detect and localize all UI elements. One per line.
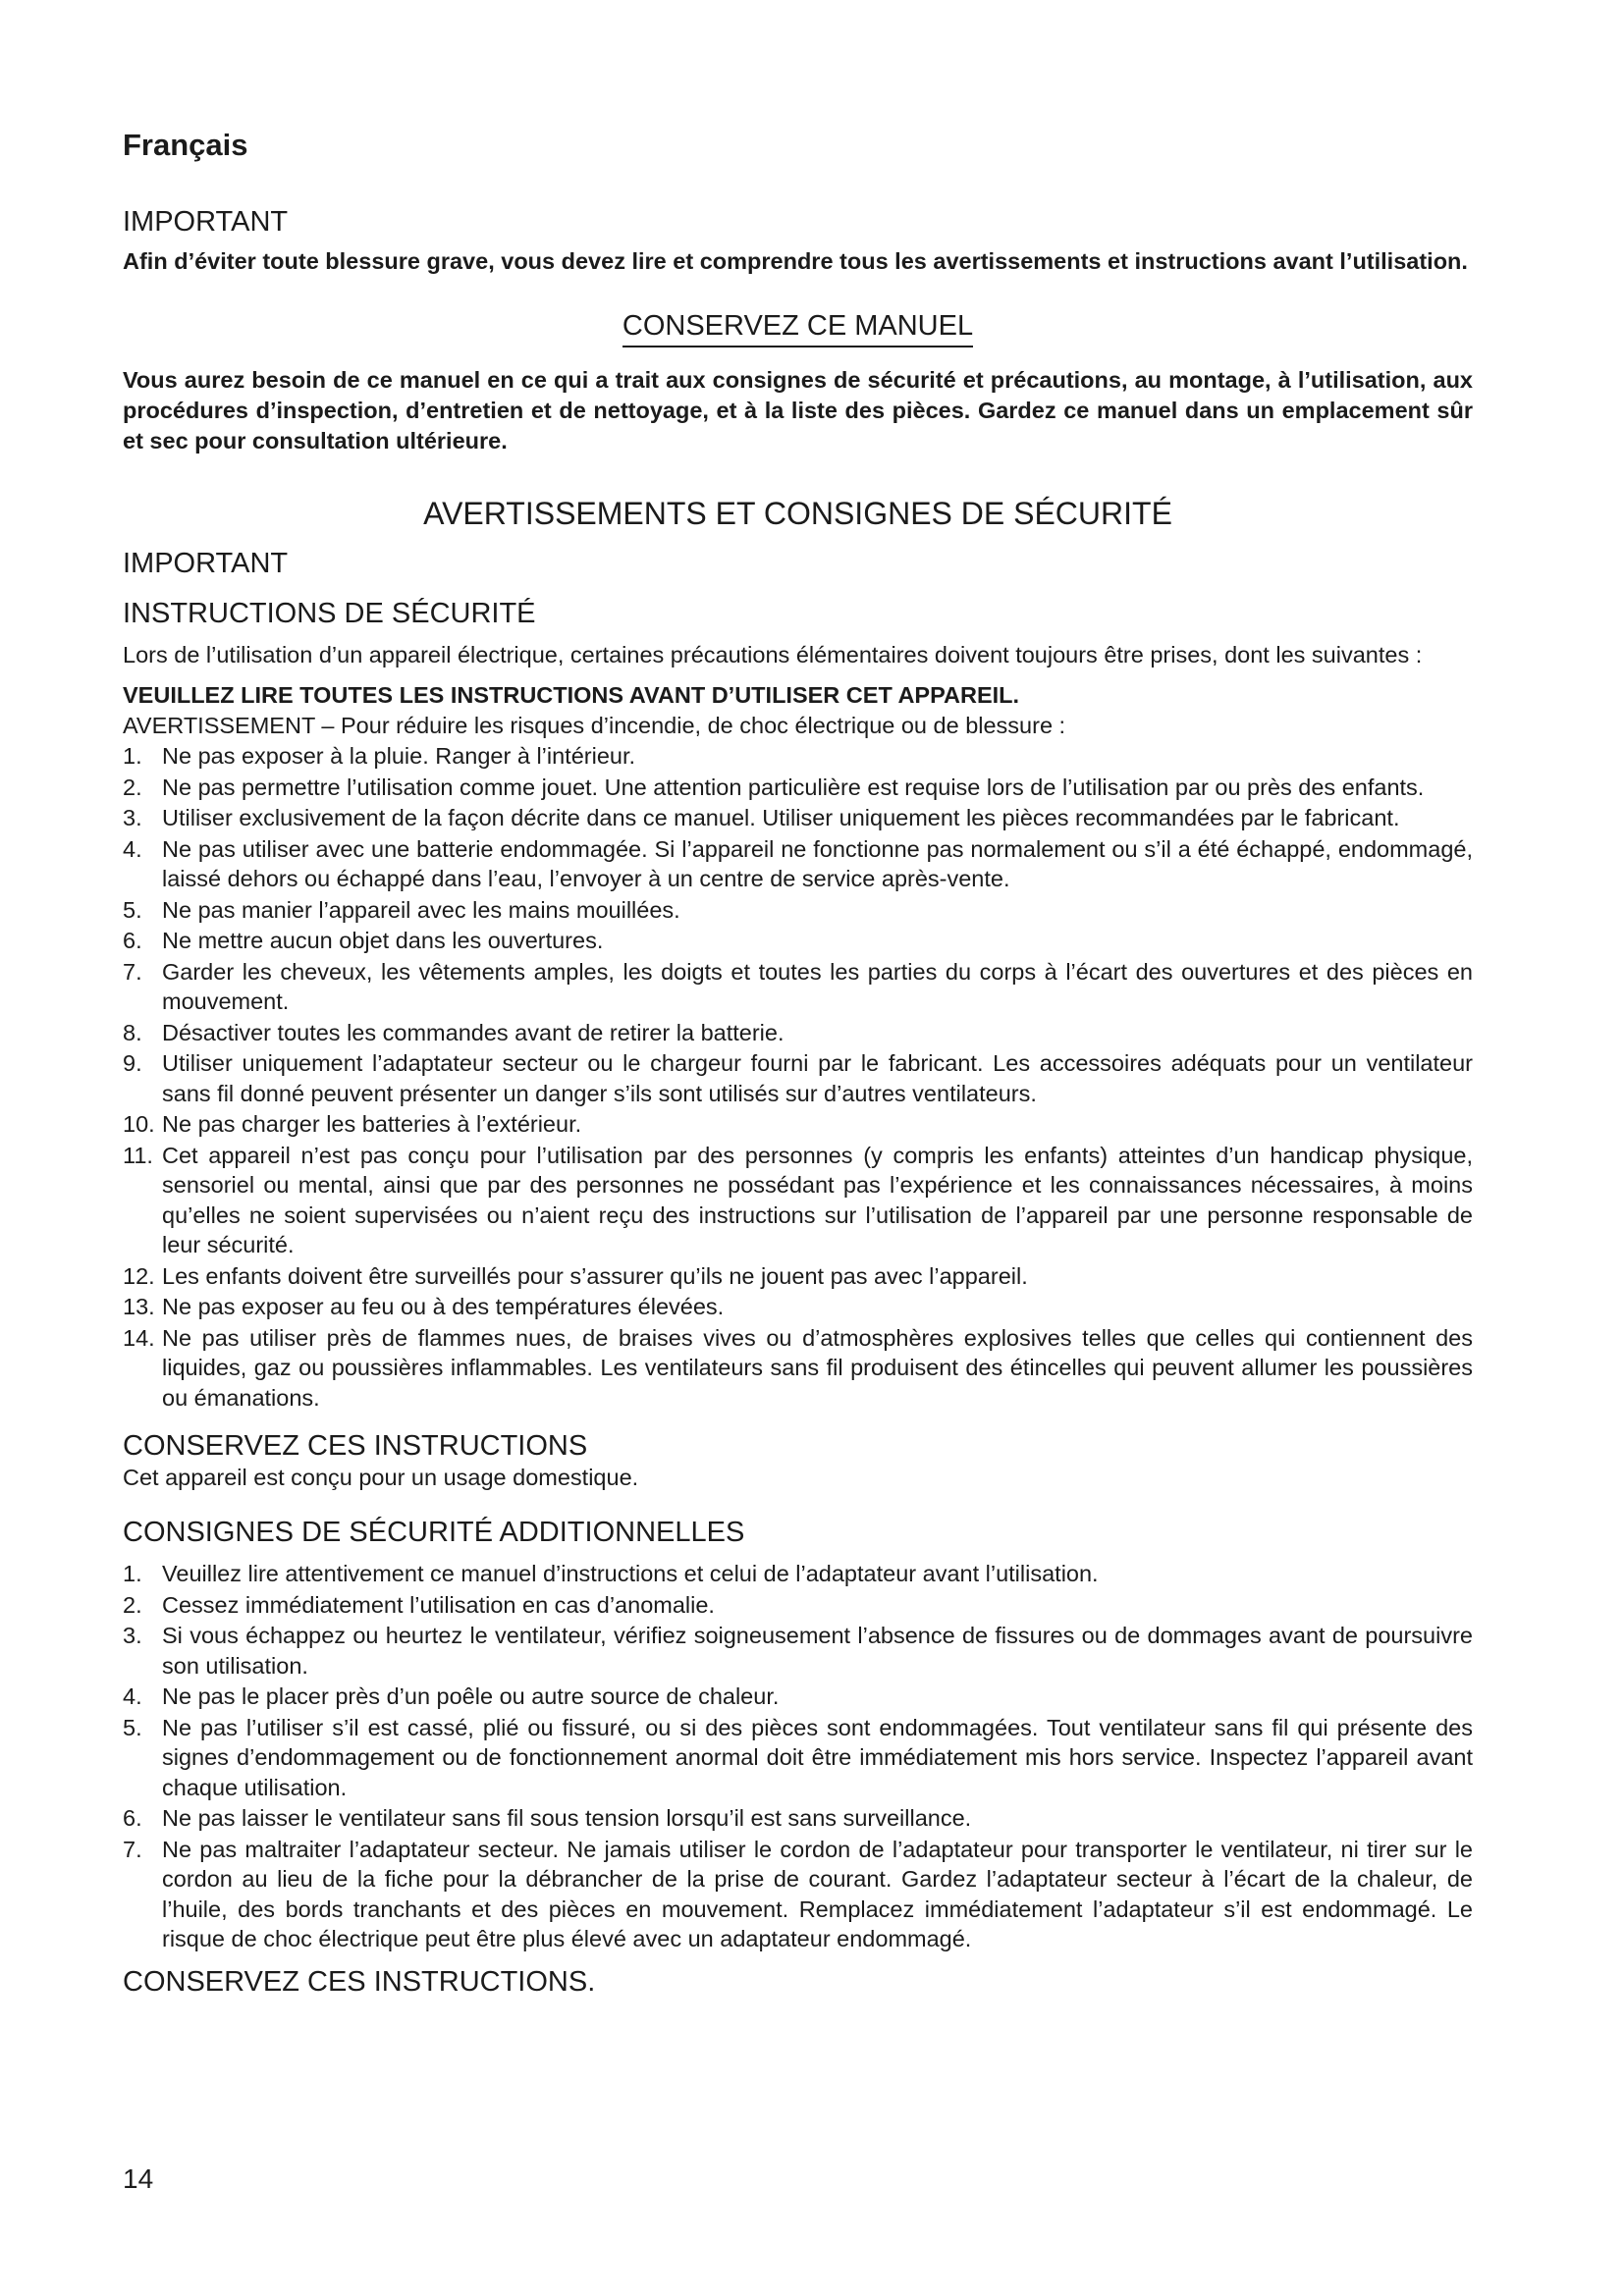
list-item-text: Ne pas exposer au feu ou à des températures élevées.: [162, 1294, 725, 1319]
safety-list: [123, 741, 1473, 1413]
additional-heading: CONSIGNES DE SÉCURITÉ ADDITIONNELLES: [123, 1517, 745, 1548]
read-all-instructions: VEUILLEZ LIRE TOUTES LES INSTRUCTIONS AVANT D’UTILISER CET APPAREIL.: [123, 682, 1020, 708]
list-item: [123, 1018, 1473, 1048]
list-item-number: 1.: [123, 1561, 142, 1586]
page-number: 14: [123, 2163, 154, 2194]
list-item: [123, 957, 1473, 1017]
list-item: [123, 1803, 1473, 1834]
final-heading: CONSERVEZ CES INSTRUCTIONS.: [123, 1965, 596, 1998]
list-item: [123, 773, 1473, 803]
list-item-text: Ne pas permettre l’utilisation comme jouet. Une attention particulière est requise lors de l’utilisation par ou près des enfants.: [162, 774, 1425, 800]
manual-text: Vous aurez besoin de ce manuel en ce qui a trait aux consignes de sécurité et précautions, au montage, à l’utilisation, aux procédures d’inspection, d’entretien et de nettoyage, et à la liste des pièces. Gardez ce manuel dans un emplacement sûr et sec pour consultation ultérieure.: [123, 367, 1473, 454]
list-item-number: 3.: [123, 805, 142, 830]
list-item-number: 3.: [123, 1623, 142, 1648]
list-item: [123, 1141, 1473, 1260]
conserve-manual-heading: CONSERVEZ CE MANUEL: [623, 310, 973, 347]
main-title: AVERTISSEMENTS ET CONSIGNES DE SÉCURITÉ: [423, 496, 1172, 531]
list-item-number: 10.: [123, 1111, 155, 1137]
list-item: [123, 1292, 1473, 1322]
intro-warning: Afin d’éviter toute blessure grave, vous devez lire et comprendre tous les avertissements et instructions avant l’utilisation.: [123, 248, 1468, 274]
list-item-text: Ne pas utiliser avec une batterie endommagée. Si l’appareil ne fonctionne pas normalement ou s’il a été échappé, endommagé, laissé dehors ou échappé dans l’eau, l’envoyer à un centre de service après-vente.: [162, 835, 1473, 891]
list-item-number: 1.: [123, 743, 142, 769]
list-item-number: 14.: [123, 1324, 155, 1351]
list-item: [123, 1048, 1473, 1108]
list-item-text: Ne pas l’utiliser s’il est cassé, plié ou fissuré, ou si des pièces sont endommagées. Tout ventilateur sans fil qui présente des signes d’endommagement ou de fonctionnement anormal doit être immédiatement mis hors service. Inspectez l’appareil avant chaque utilisation.: [162, 1714, 1473, 1800]
list-item-number: 8.: [123, 1019, 142, 1045]
list-item: [123, 1109, 1473, 1140]
warning-line: AVERTISSEMENT – Pour réduire les risques d’incendie, de choc électrique ou de blessure :: [123, 713, 1066, 738]
document-page: [123, 128, 1473, 2002]
list-item-number: 6.: [123, 928, 142, 953]
list-item-text: Garder les cheveux, les vêtements amples, les doigts et toutes les parties du corps à l’écart des ouvertures et des pièces en mouvement.: [162, 958, 1473, 1014]
list-item-text: Les enfants doivent être surveillés pour s’assurer qu’ils ne jouent pas avec l’appareil.: [162, 1262, 1028, 1289]
conserve-manual-wrap: [123, 310, 1473, 347]
list-item-number: 2.: [123, 1591, 142, 1618]
list-item: [123, 1261, 1473, 1292]
list-item-text: Ne mettre aucun objet dans les ouvertures.: [162, 928, 604, 953]
list-item: [123, 1590, 1473, 1621]
list-item-text: Ne pas laisser le ventilateur sans fil sous tension lorsqu’il est sans surveillance.: [162, 1805, 972, 1831]
list-item-number: 13.: [123, 1294, 155, 1319]
list-item-number: 5.: [123, 896, 142, 923]
list-item-number: 6.: [123, 1805, 142, 1831]
list-item-number: 5.: [123, 1714, 142, 1740]
list-item-text: Ne pas utiliser près de flammes nues, de braises vives ou d’atmosphères explosives telles que celles qui contiennent des liquides, gaz ou poussières inflammables. Les ventilateurs sans fil produisent des étincelles qui peuvent allumer les poussières ou émanations.: [162, 1324, 1473, 1411]
list-item-number: 7.: [123, 958, 142, 985]
keep-instructions-heading: CONSERVEZ CES INSTRUCTIONS: [123, 1430, 588, 1462]
language-heading: Français: [123, 128, 248, 162]
list-item-text: Ne pas manier l’appareil avec les mains mouillées.: [162, 896, 680, 923]
additional-list: [123, 1559, 1473, 1954]
list-item-number: 9.: [123, 1050, 142, 1076]
list-item-text: Utiliser uniquement l’adaptateur secteur ou le chargeur fourni par le fabricant. Les accessoires adéquats pour un ventilateur sans fil donné peuvent présenter un danger s’ils sont utilisés sur d’autres ventilateurs.: [162, 1050, 1473, 1106]
list-item: [123, 1835, 1473, 1954]
list-item-text: Ne pas le placer près d’un poêle ou autre source de chaleur.: [162, 1683, 780, 1709]
list-item-number: 12.: [123, 1262, 155, 1289]
list-item-text: Si vous échappez ou heurtez le ventilateur, vérifiez soigneusement l’absence de fissures ou de dommages avant de poursuivre son utilisation.: [162, 1623, 1473, 1679]
list-item-text: Désactiver toutes les commandes avant de retirer la batterie.: [162, 1019, 785, 1045]
important-heading: IMPORTANT: [123, 206, 289, 238]
list-item-number: 7.: [123, 1836, 142, 1862]
list-item: [123, 895, 1473, 926]
list-item-text: Veuillez lire attentivement ce manuel d’instructions et celui de l’adaptateur avant l’utilisation.: [162, 1561, 1099, 1586]
list-item-text: Utiliser exclusivement de la façon décrite dans ce manuel. Utiliser uniquement les pièces recommandées par le fabricant.: [162, 805, 1400, 830]
domestic-use: Cet appareil est conçu pour un usage domestique.: [123, 1465, 639, 1490]
list-item-text: Ne pas charger les batteries à l’extérieur.: [162, 1111, 582, 1137]
important-heading-2: IMPORTANT: [123, 548, 289, 579]
list-item-number: 4.: [123, 835, 142, 862]
list-item-text: Ne pas exposer à la pluie. Ranger à l’intérieur.: [162, 743, 636, 769]
list-item: [123, 1559, 1473, 1589]
list-item: [123, 1323, 1473, 1414]
list-item-number: 4.: [123, 1683, 142, 1709]
list-item: [123, 834, 1473, 894]
safety-heading: INSTRUCTIONS DE SÉCURITÉ: [123, 598, 536, 629]
list-item: [123, 926, 1473, 956]
list-item-number: 2.: [123, 774, 142, 800]
list-item: [123, 1713, 1473, 1803]
list-item: [123, 741, 1473, 772]
list-item: [123, 803, 1473, 833]
list-item-text: Cessez immédiatement l’utilisation en cas d’anomalie.: [162, 1591, 715, 1618]
list-item: [123, 1621, 1473, 1681]
safety-intro: Lors de l’utilisation d’un appareil électrique, certaines précautions élémentaires doivent toujours être prises, dont les suivantes :: [123, 642, 1423, 667]
list-item: [123, 1682, 1473, 1712]
list-item-number: 11.: [123, 1142, 153, 1168]
list-item-text: Ne pas maltraiter l’adaptateur secteur. Ne jamais utiliser le cordon de l’adaptateur pour transporter le ventilateur, ni tirer sur le cordon au lieu de la fiche pour la débrancher de la prise de courant. Gardez l’adaptateur secteur à l’écart de la chaleur, de l’huile, des bords tranchants et des pièces en mouvement. Remplacez immédiatement l’adaptateur s’il est endommagé. Le risque de choc électrique peut être plus élevé avec un adaptateur endommagé.: [162, 1836, 1473, 1951]
list-item-text: Cet appareil n’est pas conçu pour l’utilisation par des personnes (y compris les enfants) atteintes d’un handicap physique, sensoriel ou mental, ainsi que par des personnes ne possédant pas l’expérience et les connaissances nécessaires, à moins qu’elles ne soient supervisées ou n’aient reçu des instructions sur l’utilisation de l’appareil par une personne responsable de leur sécurité.: [162, 1142, 1473, 1257]
